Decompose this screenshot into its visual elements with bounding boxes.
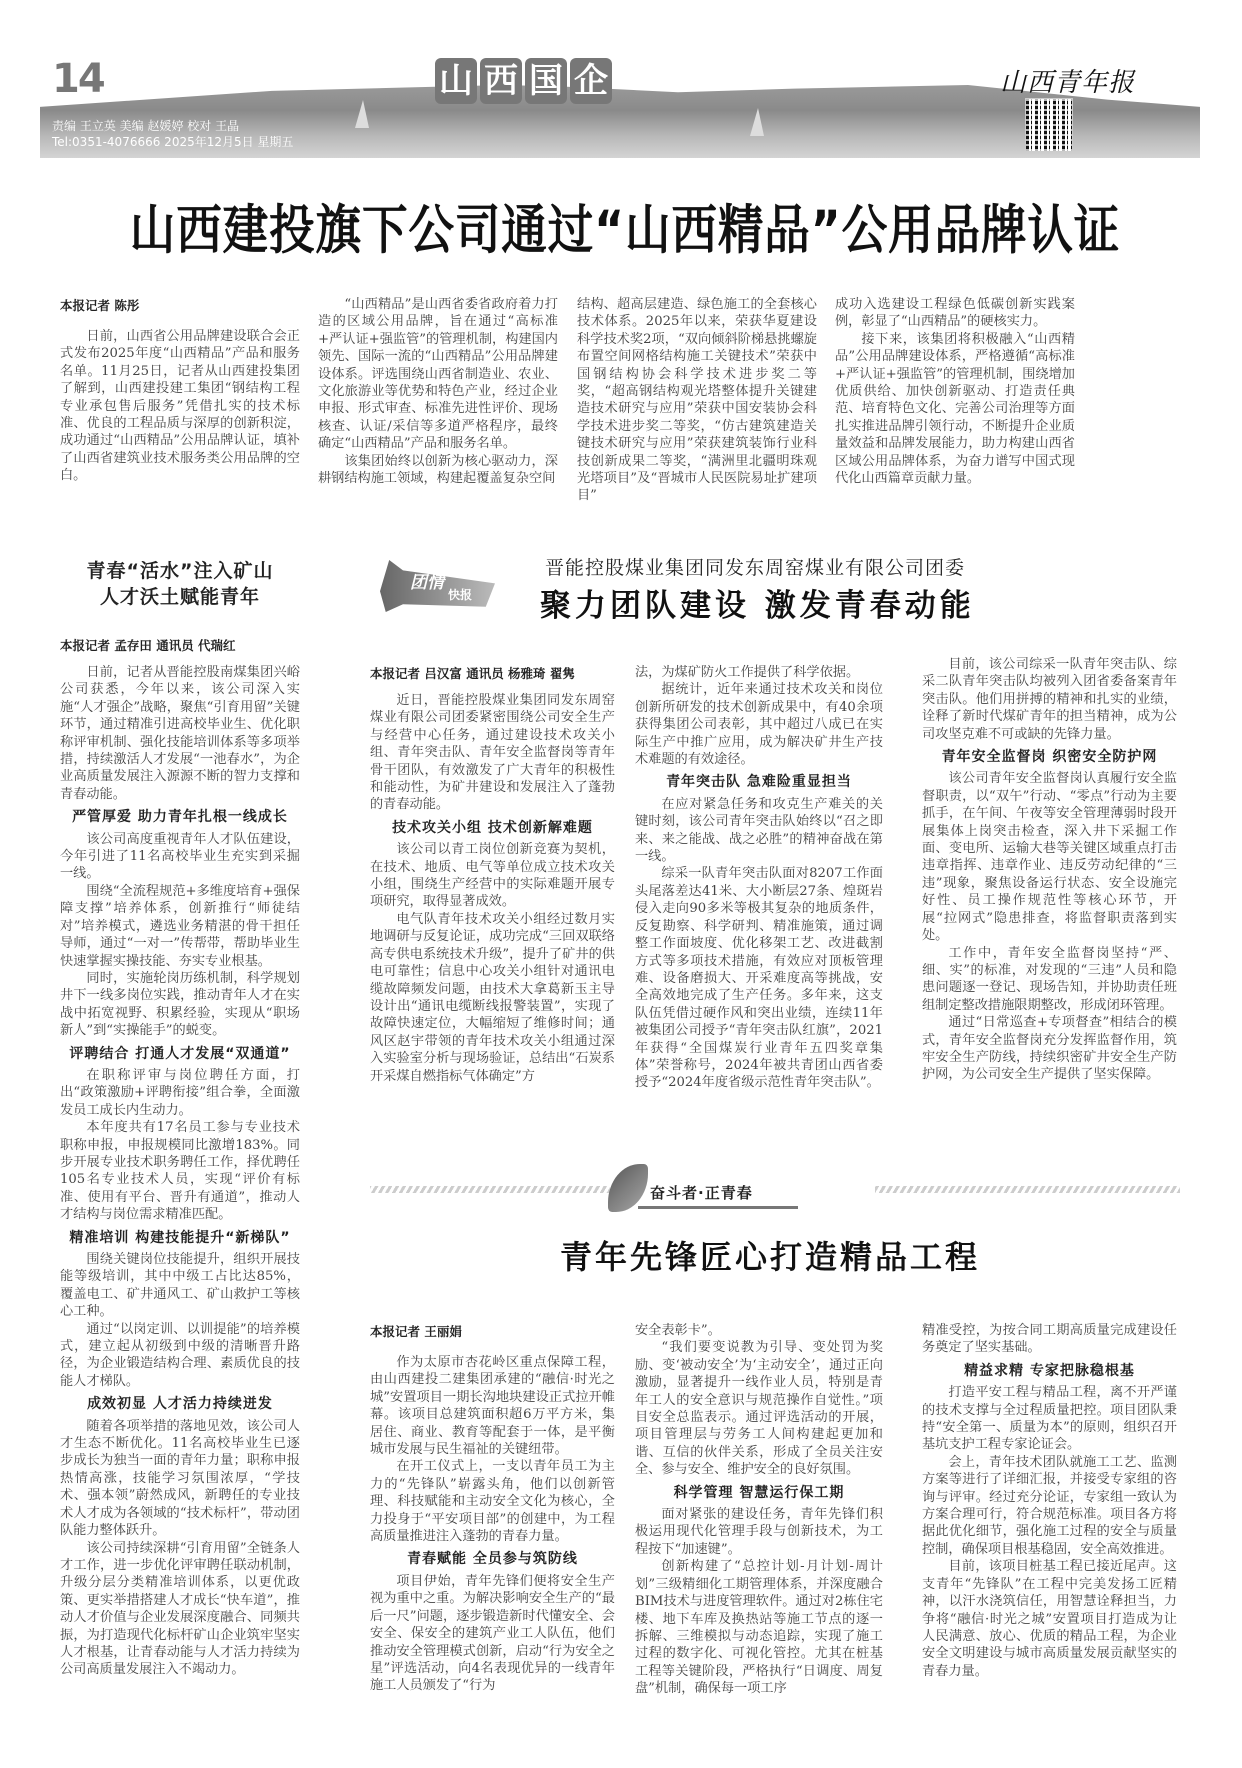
paragraph: 打造平安工程与精品工程，离不开严谨的技术支撑与全过程质量把控。项目团队秉持“安全第一、质量为本”的原则，组织召开基坑支护工程专家论证会。: [922, 1385, 1177, 1453]
article4-column-3: [922, 1322, 1177, 1680]
article4-column-1: [370, 1354, 615, 1695]
title-line: 人才沃土赋能青年: [99, 586, 260, 608]
page-number: 14: [52, 56, 104, 102]
section-heading: 青年安全监督岗 织密安全防护网: [941, 749, 1158, 766]
newspaper-brand-logo: 山西青年报: [1000, 68, 1136, 98]
section-char: 西: [480, 58, 522, 104]
article3-subtitle: 晋能控股煤业集团同发东周窑煤业有限公司团委: [545, 557, 966, 579]
badge-text: 奋斗者·正青春: [650, 1184, 753, 1202]
article2-body: [60, 664, 300, 1679]
paragraph: 成功入选建设工程绿色低碳创新实践案例，彰显了“山西精品”的硬核实力。: [835, 297, 1075, 330]
title-line: 青春“活水”注入矿山: [86, 560, 274, 582]
leaf-icon: [608, 1164, 648, 1212]
article3-column-3: [922, 656, 1177, 1084]
article3-byline: 本报记者 吕汉富 通讯员 杨雅琦 翟隽: [370, 666, 575, 681]
sailboat-icon: [355, 100, 369, 128]
article1-column-4: [835, 296, 1075, 487]
paragraph: 面对紧张的建设任务，青年先锋们积极运用现代化管理手段与创新技术，为工程按下“加速键”。: [635, 1507, 883, 1557]
paragraph: 通过“以岗定训、以训提能”的培养模式，建立起从初级到中级的清晰晋升路径，为企业锻造结构合理、素质优良的技能人才梯队。: [60, 1321, 300, 1389]
editor-credits: [52, 118, 293, 150]
paragraph: “我们要变说教为引导、变处罚为奖励、变‘被动安全’为‘主动安全’，通过正向激励，显著提升一线作业人员，特别是青年工人的安全意识与规范操作自觉性。”项目安全总监表示。通过评选活动的开展，项目管理层与劳务工人间构建起更加和谐、互信的伙伴关系，形成了全员关注安全、参与安全、维护安全的良好氛围。: [635, 1340, 883, 1478]
paragraph: 该公司持续深耕“引育用留”全链条人才工作，进一步优化评审聘任联动机制，升级分层分类精准培训体系，以更优政策、更实举措搭建人才成长“快车道”，推动人才价值与企业发展深度融合、同频共振，为打造现代化标杆矿山企业筑牢坚实人才根基，让青春动能与人才活力持续为公司高质量发展注入不竭动力。: [60, 1540, 300, 1678]
section-heading: 评聘结合 打通人才发展“双通道”: [69, 1045, 291, 1062]
hatched-divider: [875, 1186, 1180, 1193]
paragraph: 近日，晋能控股煤业集团同发东周窑煤业有限公司团委紧密围绕公司安全生产与经营中心任务，通过建设技术攻关小组、青年突击队、青年安全监督岗等青年骨干团队，有效激发了广大青年的积极性和能动性，为矿井建设和发展注入了蓬勃的青春动能。: [370, 693, 615, 813]
paragraph: 该公司以青工岗位创新竞赛为契机，在技术、地质、电气等单位成立技术攻关小组，围绕生产经营中的实际难题开展专项研究，取得显著成效。: [370, 842, 615, 910]
section-char: 企: [570, 58, 612, 104]
article3-column-1: [370, 692, 615, 1085]
article1-column-1: [60, 328, 300, 485]
article2-title: [60, 558, 300, 610]
credits-editors: 责编 王立英 美编 赵媛婷 校对 王晶: [52, 119, 240, 133]
paragraph: 法，为煤矿防火工作提供了科学依据。: [635, 665, 860, 680]
section-heading: 精准培训 构建技能提升“新梯队”: [69, 1229, 291, 1246]
article4-byline: 本报记者 王丽娟: [370, 1324, 462, 1339]
paragraph: 日前，记者从晋能控股南煤集团兴峪公司获悉，今年以来，该公司深入实施“人才强企”战略，聚焦“引育用留”关键环节，通过精准引进高校毕业生、优化职称评审机制、强化技能培训体系等多项举措，持续激活人才发展“一池春水”，为企业高质量发展注入源源不断的智力支撑和青春动能。: [60, 665, 300, 802]
paragraph: 在应对紧急任务和攻克生产难关的关键时刻，该公司青年突击队始终以“召之即来、来之能战、战之必胜”的精神奋战在第一线。: [635, 796, 883, 865]
paragraph: 工作中，青年安全监督岗坚持“严、细、实”的标准，对发现的“三违”人员和隐患问题逐一登记、现场告知，并协助责任班组制定整改措施限期整改，形成闭环管理。: [922, 945, 1177, 1013]
paragraph: 作为太原市杏花岭区重点保障工程，由山西建投二建集团承建的“融信·时光之城”安置项目一期长沟地块建设正式拉开帷幕。该项目总建筑面积超6万平方米，集居住、商业、教育等配套于一体，是平衡城市发展与民生福祉的关键纽带。: [370, 1355, 615, 1458]
badge-text: 快报: [448, 588, 473, 602]
paragraph: 随着各项举措的落地见效，该公司人才生态不断优化。11名高校毕业生已逐步成长为独当一面的青年力量；职称申报热情高涨，技能学习氛围浓厚，“学技术、强本领”蔚然成风，新聘任的专业技术人才成为各领域的“技术标杆”，带动团队能力整体跃升。: [60, 1418, 300, 1539]
article2-byline: 本报记者 孟存田 通讯员 代瑞红: [60, 638, 236, 653]
article3-headline: 聚力团队建设 激发青春动能: [540, 588, 975, 624]
tuanqing-kuaibao-badge: [380, 560, 500, 615]
paragraph: 日前，山西省公用品牌建设联合会正式发布2025年度“山西精品”产品和服务名单。11月25日，记者从山西建投集团了解到，山西建投建工集团“钢结构工程专业承包售后服务”凭借扎实的技术标准、优良的工程品质与深厚的创新积淀，成功通过“山西精品”公用品牌认证，填补了山西省建筑业技术服务类公用品牌的空白。: [60, 329, 300, 484]
paragraph: 精准受控，为按合同工期高质量完成建设任务奠定了坚实基础。: [922, 1323, 1177, 1356]
section-heading: 技术攻关小组 技术创新解难题: [392, 819, 593, 836]
paragraph: 电气队青年技术攻关小组经过数月实地调研与反复论证，成功完成“三回双联络高专供电系统技术升级”，提升了矿井的供电可靠性；信息中心攻关小组针对通讯电缆故障频发问题，由技术大拿葛新玉主导设计出“通讯电缆断线报警装置”，实现了故障快速定位，大幅缩短了维修时间；通风区赵宇带领的青年技术攻关小组通过深入实验室分析与现场验证，总结出“石炭系开采煤自燃指标气体确定”方: [370, 911, 615, 1084]
paragraph: 该集团始终以创新为核心驱动力，深耕钢结构施工领域，构建起覆盖复杂空间: [318, 453, 558, 487]
section-char: 国: [525, 58, 567, 104]
section-heading: 精益求精 专家把脉稳根基: [964, 1362, 1135, 1379]
paragraph: 该公司高度重视青年人才队伍建设，今年引进了11名高校毕业生充实到采掘一线。: [60, 831, 300, 882]
paragraph: 接下来，该集团将积极融入“山西精品”公用品牌建设体系，严格遵循“高标准+严认证+强监管”的管理机制，围绕增加优质供给、加快创新驱动、打造责任典范、培育特色文化、完善公司治理等方面扎实推进品牌引领行动，不断提升企业质量效益和品牌发展能力，助力构建山西省区域公用品牌体系，为奋力谱写中国式现代化山西篇章贡献力量。: [835, 331, 1075, 487]
paragraph: 目前，该项目桩基工程已接近尾声。这支青年“先锋队”在工程中完美发扬工匠精神，以汗水浇筑信任，用智慧诠释担当，力争将“融信·时光之城”安置项目打造成为让人民满意、放心、优质的精品工程，为企业安全文明建设与城市高质量发展贡献坚实的青春力量。: [922, 1559, 1177, 1679]
section-heading: 科学管理 智慧运行保工期: [673, 1484, 845, 1501]
paragraph: 通过“日常巡查+专项督查”相结合的模式，青年安全监督岗充分发挥监督作用，筑牢安全生产防线，持续织密矿井安全生产防护网，为公司安全生产提供了坚实保障。: [922, 1015, 1177, 1083]
section-heading: 青年突击队 急难险重显担当: [666, 774, 852, 791]
sailboat-icon: [750, 108, 764, 136]
fendouzhe-badge: [608, 1164, 808, 1214]
paragraph: 安全表彰卡”。: [635, 1323, 721, 1338]
section-heading: 严管厚爱 助力青年扎根一线成长: [72, 809, 288, 826]
paragraph: 该公司青年安全监督岗认真履行安全监督职责，以“双午”行动、“零点”行动为主要抓手，在午间、午夜等安全管理薄弱时段开展集体上岗突击检查，深入井下采掘工作面、变电所、运输大巷等关键区域重点打击违章指挥、违章作业、违反劳动纪律的“三违”现象，聚焦设备运行状态、安全设施完好性、员工操作规范性等核心环节，开展“拉网式”隐患排查，将监督职责落到实处。: [922, 771, 1177, 944]
paragraph: 在职称评审与岗位聘任方面，打出“政策激励+评聘衔接”组合拳，全面激发员工成长内生动力。: [60, 1067, 300, 1118]
paragraph: 同时，实施轮岗历练机制，科学规划井下一线多岗位实践，推动青年人才在实战中拓宽视野、积累经验，实现从“职场新人”到“实操能手”的蜕变。: [60, 970, 300, 1039]
paragraph: 项目伊始，青年先锋们便将安全生产视为重中之重。为解决影响安全生产的“最后一尺”问题，逐步锻造新时代懂安全、会安全、保安全的建筑产业工人队伍，他们推动安全管理模式创新，启动“行为安全之星”评选活动，向4名表现优异的一线青年施工人员颁发了“行为: [370, 1573, 615, 1694]
paragraph: 围绕关键岗位技能提升，组织开展技能等级培训，其中中级工占比达85%，覆盖电工、矿井通风工、矿山救护工等核心工种。: [60, 1252, 300, 1320]
paragraph: 会上，青年技术团队就施工工艺、监测方案等进行了详细汇报，并接受专家组的咨询与评审。经过充分论证，专家组一致认为方案合理可行，符合规范标准。项目各方将据此优化细节，强化施工过程的安全与质量控制，确保项目根基稳固，安全高效推进。: [922, 1454, 1177, 1557]
section-logo: [435, 58, 612, 104]
badge-underline: [638, 1206, 798, 1209]
article1-byline: 本报记者 陈彤: [60, 298, 140, 313]
paragraph: 创新构建了“总控计划-月计划-周计划”三级精细化工期管理体系，并深度融合BIM技术与进度管理软件。通过对2栋住宅楼、地下车库及换热站等施工节点的逐一拆解、三维模拟与动态追踪，实现了施工过程的数字化、可视化管控。尤其在桩基工程等关键阶段，严格执行“日调度、周复盘”机制，确保每一项工序: [635, 1559, 883, 1697]
paragraph: 据统计，近年来通过技术攻关和岗位创新所研发的技术创新成果中，有40余项获得集团公司表彰，其中超过八成已在实际生产中推广应用，成为解决矿井生产技术难题的有效途径。: [635, 682, 883, 768]
qr-code-icon[interactable]: [1025, 98, 1073, 152]
section-heading: 成效初显 人才活力持续迸发: [87, 1396, 273, 1413]
paragraph: “山西精品”是山西省委省政府着力打造的区域公用品牌，旨在通过“高标准+严认证+强监管”的管理机制，构建国内领先、国际一流的“山西精品”公用品牌建设体系。评选围绕山西省制造业、农业、文化旅游业等优势和特色产业，经过企业申报、形式审查、标准先进性评价、现场核查、认证/采信等多道严格程序，最终确定“山西精品”产品和服务名单。: [318, 297, 558, 452]
paragraph: 在开工仪式上，一支以青年员工为主力的“先锋队”崭露头角，他们以创新管理、科技赋能和主动安全文化为核心，全力投身于“平安项目部”的创建中，为工程高质量推进注入蓬勃的青春力量。: [370, 1459, 615, 1545]
paragraph: 结构、超高层建造、绿色施工的全套核心技术体系。2025年以来，荣获华夏建设科学技术奖2项，“双向倾斜阶梯悬挑螺旋布置空间网格结构施工关键技术”荣获中国钢结构协会科学技术进步奖二等奖，“超高钢结构观光塔整体提升关键建造技术研究与应用”荣获中国安装协会科学技术进步奖二等奖，“仿古建筑建造关键技术研究与应用”荣获建筑装饰行业科技创新成果二等奖，“满洲里北疆明珠观光塔项目”及“晋城市人民医院易址扩建项目”: [577, 297, 817, 504]
article4-headline: 青年先锋匠心打造精品工程: [559, 1238, 980, 1276]
article1-column-2: [318, 296, 558, 487]
credits-date: Tel:0351-4076666 2025年12月5日 星期五: [52, 135, 294, 149]
paragraph: 本年度共有17名员工参与专业技术职称申报，申报规模同比激增183%。同步开展专业技术职务聘任工作，择优聘任105名专业技术人员，实现“评价有标准、使用有平台、晋升有通道”，推动人才结构与岗位需求精准匹配。: [60, 1120, 300, 1223]
hatched-divider: [370, 1186, 610, 1193]
article1-column-3: [577, 296, 817, 505]
paragraph: 目前，该公司综采一队青年突击队、综采二队青年突击队均被列入团省委备案青年突击队。他们用拼搏的精神和扎实的业绩，诠释了新时代煤矿青年的担当精神，成为公司攻坚克难不可或缺的先锋力量。: [922, 657, 1177, 742]
article3-column-2: [635, 664, 883, 1092]
section-heading: 青春赋能 全员参与筑防线: [407, 1551, 578, 1568]
badge-text: 团情: [410, 573, 444, 593]
article4-column-2: [635, 1322, 883, 1698]
section-char: 山: [435, 58, 477, 104]
article1-headline: 山西建投旗下公司通过“山西精品”公用品牌认证: [129, 200, 1121, 261]
paragraph: 围绕“全流程规范+多维度培育+强保障支撑”培养体系，创新推行“师徒结对”培养模式，遴选业务精湛的骨干担任导师，通过“一对一”传帮带，帮助毕业生快速掌握实操技能、夯实专业根基。: [60, 883, 300, 969]
paragraph: 综采一队青年突击队面对8207工作面头尾落差达41米、大小断层27条、煌斑岩侵入走向90多米等极其复杂的地质条件，反复勘察、科学研判、精准施策，通过调整工作面坡度、优化移架工艺、改进截割方式等多项技术措施，有效应对顶板管理难、设备磨损大、开采难度高等挑战，安全高效地完成了生产任务。多年来，这支队伍凭借过硬作风和突出业绩，连续11年被集团公司授予“青年突击队红旗”，2021年获得“全国煤炭行业青年五四奖章集体”荣誉称号，2024年被共青团山西省委授予“2024年度省级示范性青年突击队”。: [635, 866, 883, 1091]
